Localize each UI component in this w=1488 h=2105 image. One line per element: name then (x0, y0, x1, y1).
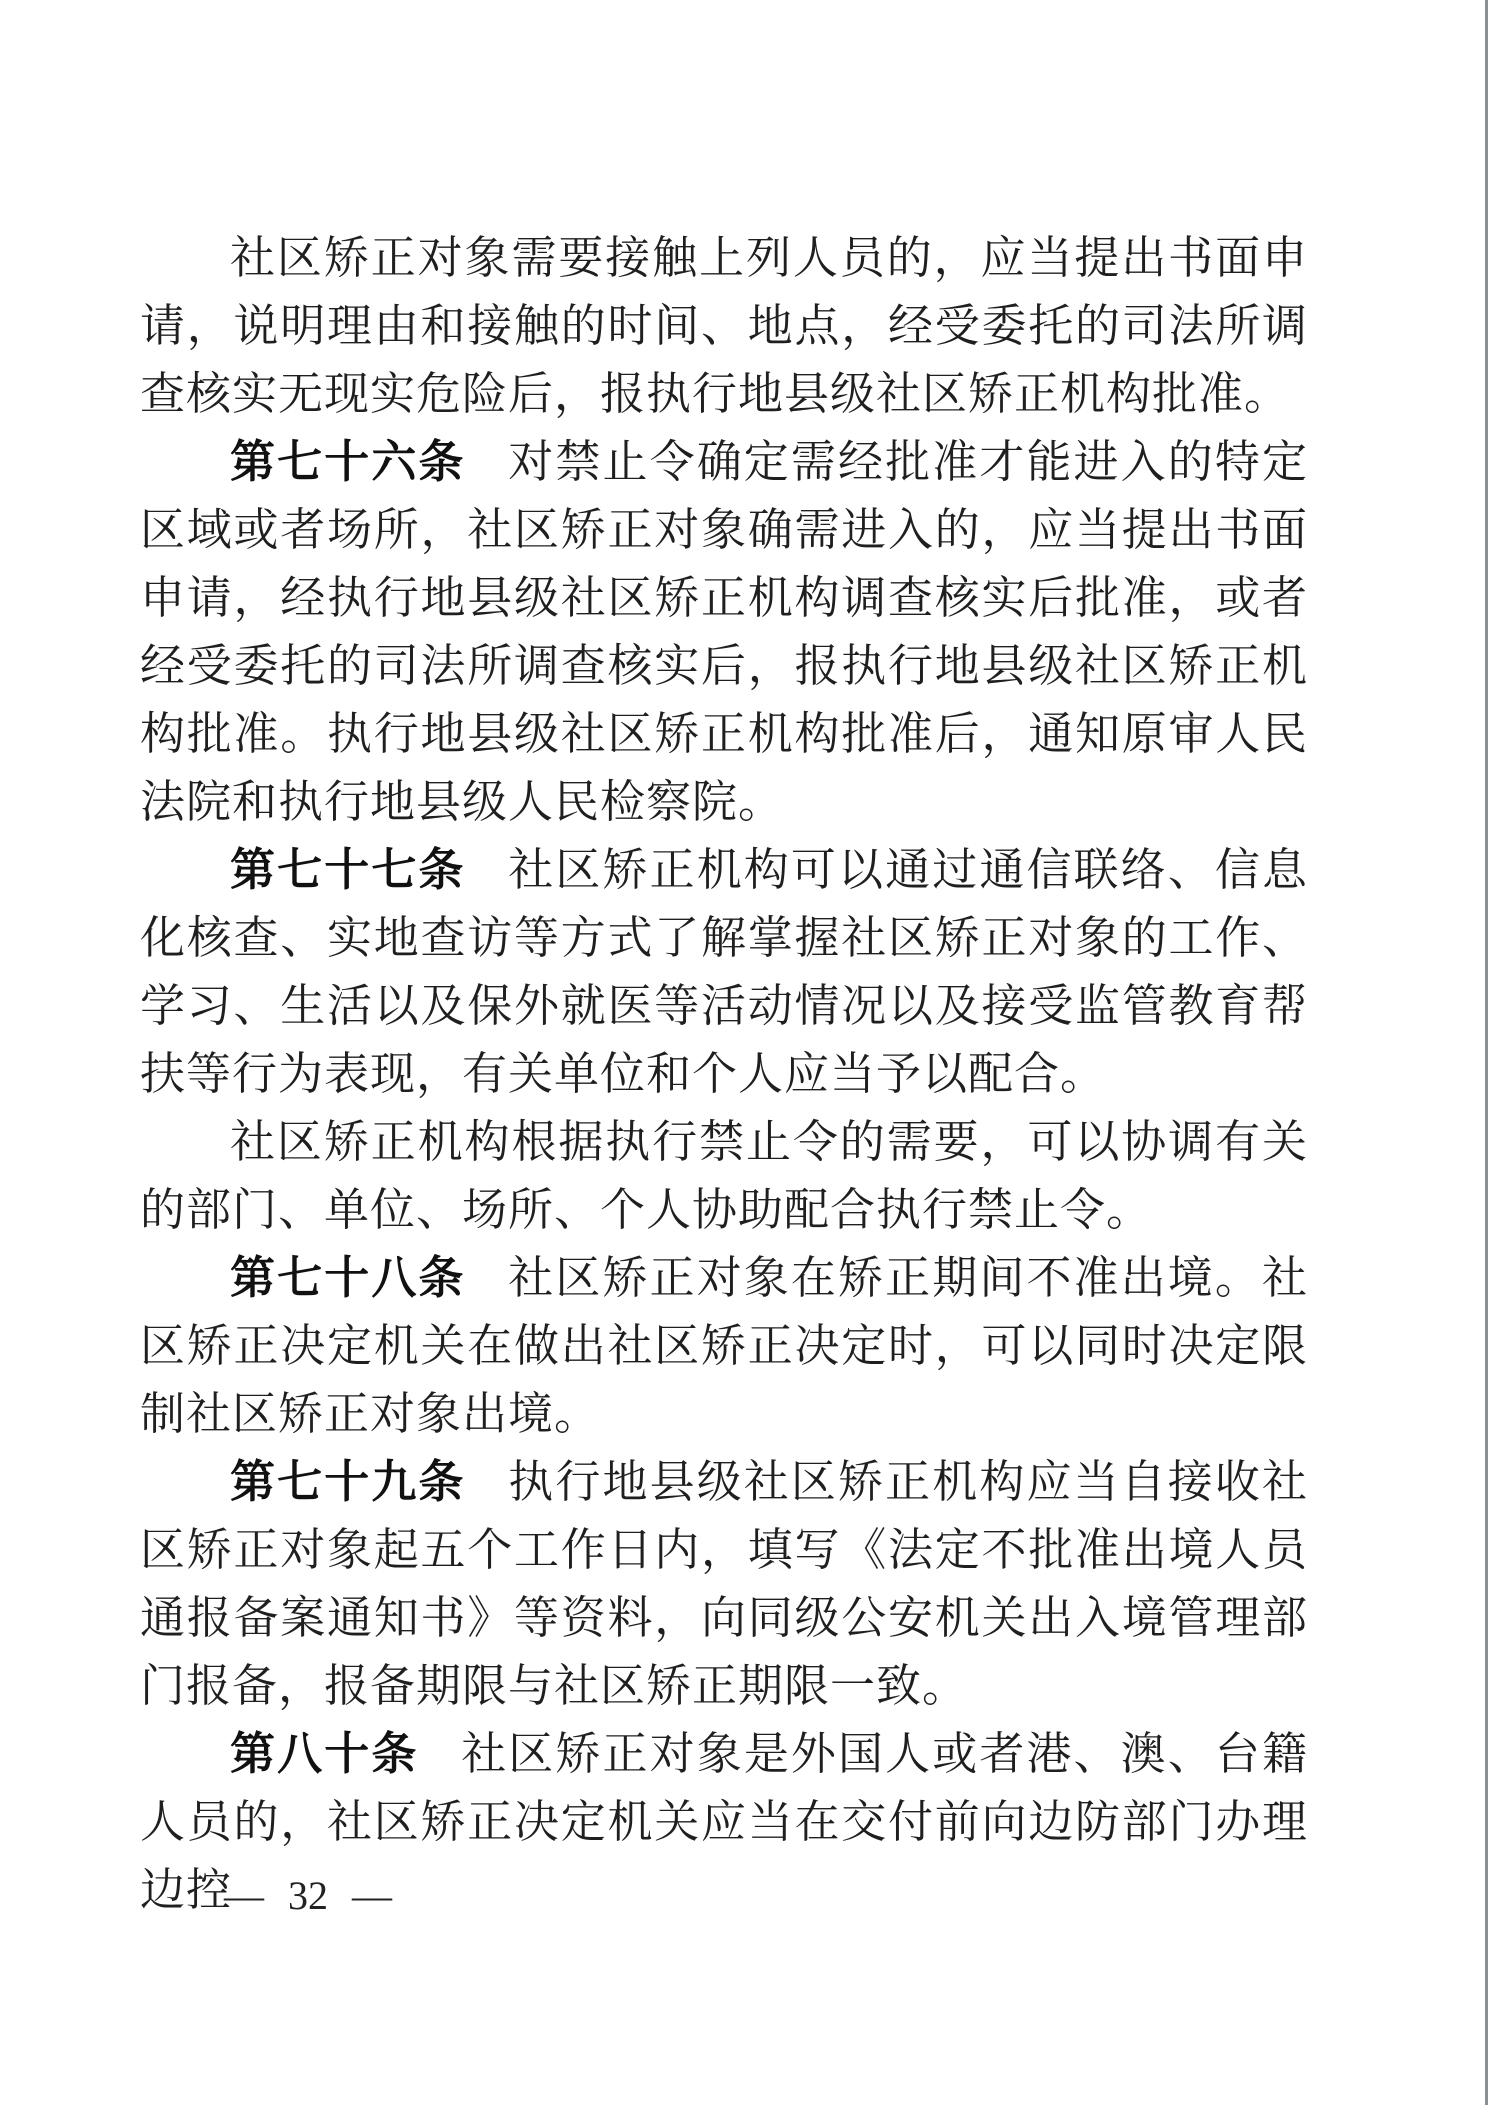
paragraph-text: 社区矫正机构根据执行禁止令的需要，可以协调有关的部门、单位、场所、个人协助配合执行禁止令。 (140, 1117, 1308, 1235)
article-76-number: 第七十六条 (230, 436, 466, 487)
footer-dash-left: — (224, 1873, 264, 1918)
paragraph-text: 对禁止令确定需经批准才能进入的特定区域或者场所，社区矫正对象确需进入的，应当提出书面申请，经执行地县级社区矫正机构调查核实后批准，或者经受委托的司法所调查核实后，报执行地县级社区矫正机构批准。执行地县级社区矫正机构批准后，通知原审人民法院和执行地县级人民检察院。 (140, 437, 1308, 827)
article-77-paragraph (140, 836, 1308, 1108)
article-80-number: 第八十条 (230, 1728, 419, 1779)
article-78-paragraph (140, 1244, 1308, 1448)
article-77-paragraph-2 (140, 1108, 1308, 1244)
page-number: 32 (288, 1873, 328, 1918)
paragraph-text: 社区矫正机构可以通过通信联络、信息化核查、实地查访等方式了解掌握社区矫正对象的工作、学习、生活以及保外就医等活动情况以及接受监管教育帮扶等行为表现，有关单位和个人应当予以配合。 (140, 845, 1308, 1099)
paragraph-text: 社区矫正对象需要接触上列人员的，应当提出书面申请，说明理由和接触的时间、地点，经受委托的司法所调查核实无现实危险后，报执行地县级社区矫正机构批准。 (140, 233, 1308, 419)
article-79-paragraph (140, 1448, 1308, 1720)
page-footer (224, 1872, 392, 1920)
paragraph-text: 社区矫正对象是外国人或者港、澳、台籍人员的，社区矫正决定机关应当在交付前向边防部门办理边控 (140, 1729, 1308, 1915)
paragraph-text: 社区矫正对象在矫正期间不准出境。社区矫正决定机关在做出社区矫正决定时，可以同时决定限制社区矫正对象出境。 (140, 1253, 1308, 1439)
footer-dash-right: — (352, 1873, 392, 1918)
article-78-number: 第七十八条 (230, 1252, 466, 1303)
article-77-number: 第七十七条 (230, 844, 466, 895)
paragraph-text: 执行地县级社区矫正机构应当自接收社区矫正对象起五个工作日内，填写《法定不批准出境人员通报备案通知书》等资料，向同级公安机关出入境管理部门报备，报备期限与社区矫正期限一致。 (140, 1457, 1308, 1711)
document-text-block (140, 224, 1308, 1924)
article-76-paragraph (140, 428, 1308, 836)
article-79-number: 第七十九条 (230, 1456, 466, 1507)
paragraph-intro (140, 224, 1308, 428)
